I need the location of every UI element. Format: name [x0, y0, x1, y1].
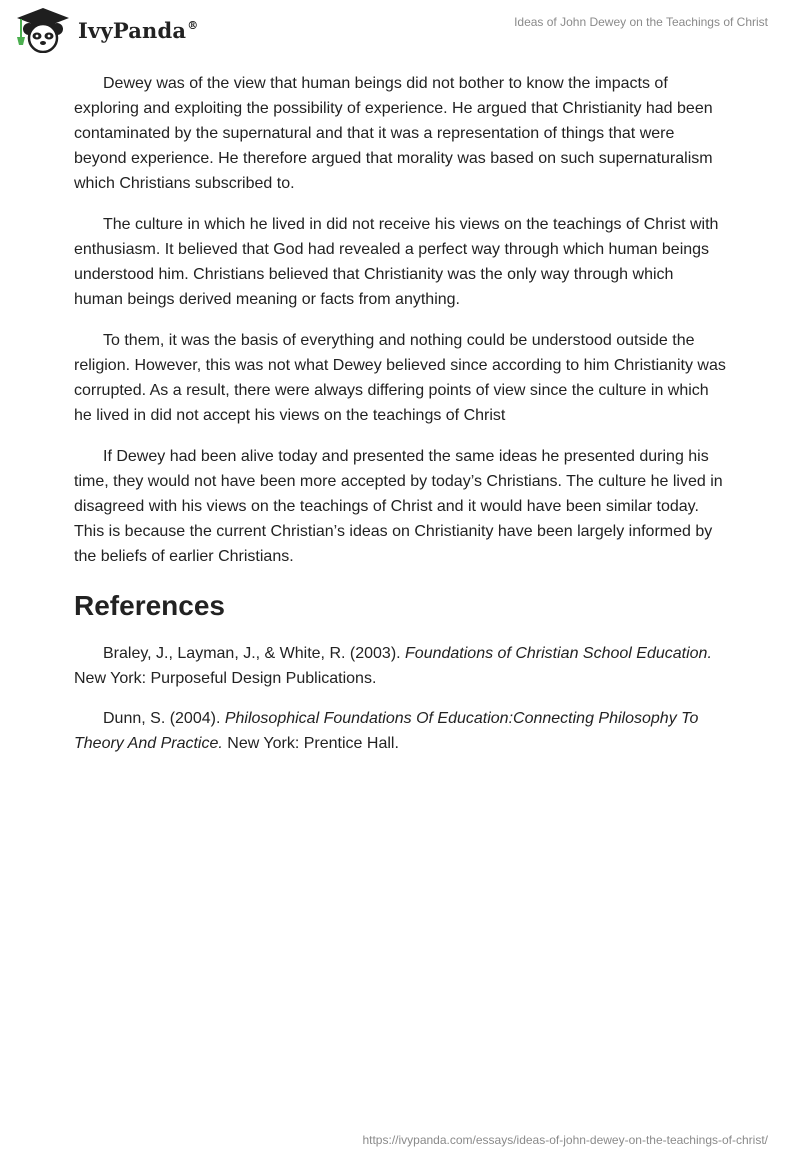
paragraph: Dewey was of the view that human beings did not bother to know the impacts of exploring and exploiting the possibility of experience. He argued that Christianity had been contaminated by the supernatural and that it was a representation of things that were beyond experience. He therefore argued that morality was based on such supernaturalism which Christians subscribed to. [74, 75, 713, 192]
paragraph: The culture in which he lived in did not receive his views on the teachings of Christ with enthusiasm. It believed that God had revealed a perfect way through which human beings understood him. Christians believed that Christianity was the only way through which human beings derived meaning or facts from anything. [74, 216, 719, 308]
reference-item: Dunn, S. (2004). Philosophical Foundations Of Education:Connecting Philosophy To Theory And Practice. New York: Prentice Hall. [74, 710, 699, 752]
paragraph: To them, it was the basis of everything and nothing could be understood outside the religion. However, this was not what Dewey believed since according to him Christianity was corrupted. As a result, there were always differing points of view since the culture in which he lived in did not accept his views on the teachings of Christ [74, 332, 726, 424]
page-header [0, 0, 800, 60]
ivypanda-logo[interactable] [14, 7, 198, 53]
source-url[interactable]: https://ivypanda.com/essays/ideas-of-john-dewey-on-the-teachings-of-christ/ [362, 1133, 768, 1147]
brand-name: IvyPanda® [78, 17, 199, 43]
paragraph: If Dewey had been alive today and presented the same ideas he presented during his time, they would not have been more accepted by today’s Christians. The culture he lived in disagreed with his views on the teachings of Christ and it would have been similar today. This is because the current Christian’s ideas on Christianity have been largely informed by the beliefs of earlier Christians. [74, 448, 723, 565]
essay-body [74, 71, 726, 771]
reference-item: Braley, J., Layman, J., & White, R. (2003). Foundations of Christian School Education. New York: Purposeful Design Publications. [74, 645, 712, 687]
references-heading: References [74, 590, 225, 621]
document-title: Ideas of John Dewey on the Teachings of Christ [514, 15, 768, 29]
panda-graduate-icon [14, 7, 72, 53]
